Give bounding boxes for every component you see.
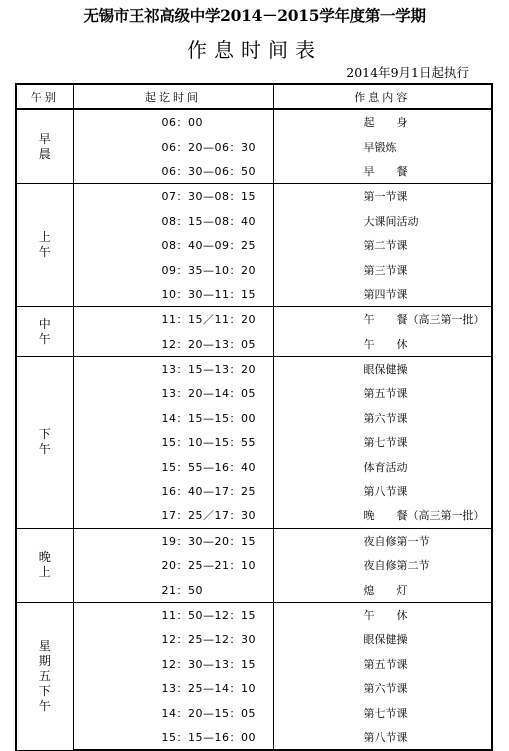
header-period: 午别 xyxy=(16,84,73,109)
table-row xyxy=(16,602,492,627)
period-cell xyxy=(16,356,73,528)
table-row xyxy=(16,209,492,233)
table-row xyxy=(16,528,492,553)
period-label: 中午 xyxy=(38,316,51,346)
table-row xyxy=(16,381,492,405)
schedule-body xyxy=(16,109,492,750)
table-row xyxy=(16,725,492,750)
activity-cell: 第四节课 xyxy=(273,282,492,307)
time-cell: 13：15—13：20 xyxy=(73,356,273,381)
period-cell xyxy=(16,602,73,750)
period-label: 晚上 xyxy=(38,550,51,580)
table-row xyxy=(16,109,492,134)
table-row xyxy=(16,134,492,158)
activity-cell: 夜自修第一节 xyxy=(273,528,492,553)
header-activity: 作息内容 xyxy=(273,84,492,109)
activity-cell: 大课间活动 xyxy=(273,209,492,233)
period-label: 早晨 xyxy=(38,131,51,161)
schedule-heading: 作息时间表 xyxy=(187,38,322,62)
time-cell: 13：20—14：05 xyxy=(73,381,273,405)
table-row xyxy=(16,627,492,651)
schedule-table xyxy=(15,83,493,751)
table-row xyxy=(16,676,492,700)
table-row xyxy=(16,332,492,357)
activity-cell: 第六节课 xyxy=(273,406,492,430)
activity-cell: 第三节课 xyxy=(273,257,492,281)
activity-cell: 夜自修第二节 xyxy=(273,553,492,577)
time-cell: 12：20—13：05 xyxy=(73,332,273,357)
activity-cell: 眼保健操 xyxy=(273,356,492,381)
table-row xyxy=(16,700,492,724)
table-row xyxy=(16,454,492,478)
activity-cell: 第八节课 xyxy=(273,479,492,503)
table-row xyxy=(16,503,492,528)
time-cell: 06：00 xyxy=(73,109,273,134)
table-row xyxy=(16,257,492,281)
table-row xyxy=(16,159,492,184)
document-title: 无锡市王祁高级中学2014－2015学年度第一学期 xyxy=(83,6,426,25)
period-cell xyxy=(16,184,73,307)
period-label: 星期五下午 xyxy=(38,638,51,713)
table-row xyxy=(16,553,492,577)
table-row xyxy=(16,479,492,503)
period-cell xyxy=(16,109,73,184)
period-cell xyxy=(16,528,73,602)
activity-cell: 午 休 xyxy=(273,602,492,627)
time-cell: 19：30—20：15 xyxy=(73,528,273,553)
table-row xyxy=(16,233,492,257)
activity-cell: 第五节课 xyxy=(273,652,492,676)
activity-cell: 第八节课 xyxy=(273,725,492,750)
time-cell: 08：15—08：40 xyxy=(73,209,273,233)
activity-cell: 第六节课 xyxy=(273,676,492,700)
table-row xyxy=(16,184,492,209)
period-label: 下午 xyxy=(38,427,51,457)
header-time: 起讫时间 xyxy=(73,84,273,109)
time-cell: 10：30—11：15 xyxy=(73,282,273,307)
time-cell: 06：30—06：50 xyxy=(73,159,273,184)
time-cell: 13：25—14：10 xyxy=(73,676,273,700)
activity-cell: 午 餐（高三第一批） xyxy=(273,307,492,332)
time-cell: 11：50—12：15 xyxy=(73,602,273,627)
table-row xyxy=(16,430,492,454)
time-cell: 15：15—16：00 xyxy=(73,725,273,750)
time-cell: 15：10—15：55 xyxy=(73,430,273,454)
time-cell: 14：15—15：00 xyxy=(73,406,273,430)
activity-cell: 第五节课 xyxy=(273,381,492,405)
activity-cell: 午 休 xyxy=(273,332,492,357)
time-cell: 14：20—15：05 xyxy=(73,700,273,724)
table-row xyxy=(16,356,492,381)
time-cell: 11：15／11：20 xyxy=(73,307,273,332)
effective-date: 2014年9月1日起执行 xyxy=(346,65,469,80)
table-row xyxy=(16,577,492,602)
time-cell: 16：40—17：25 xyxy=(73,479,273,503)
time-cell: 06：20—06：30 xyxy=(73,134,273,158)
activity-cell: 早 餐 xyxy=(273,159,492,184)
time-cell: 12：30—13：15 xyxy=(73,652,273,676)
time-cell: 12：25—12：30 xyxy=(73,627,273,651)
time-cell: 15：55—16：40 xyxy=(73,454,273,478)
table-row xyxy=(16,652,492,676)
time-cell: 17：25／17：30 xyxy=(73,503,273,528)
activity-cell: 体育活动 xyxy=(273,454,492,478)
table-header-row xyxy=(16,84,492,109)
activity-cell: 熄 灯 xyxy=(273,577,492,602)
time-cell: 07：30—08：15 xyxy=(73,184,273,209)
activity-cell: 早锻炼 xyxy=(273,134,492,158)
activity-cell: 第二节课 xyxy=(273,233,492,257)
activity-cell: 眼保健操 xyxy=(273,627,492,651)
table-row xyxy=(16,282,492,307)
period-cell xyxy=(16,307,73,357)
activity-cell: 第一节课 xyxy=(273,184,492,209)
period-label: 上午 xyxy=(38,230,51,260)
table-row xyxy=(16,406,492,430)
activity-cell: 第七节课 xyxy=(273,430,492,454)
time-cell: 08：40—09：25 xyxy=(73,233,273,257)
time-cell: 20：25—21：10 xyxy=(73,553,273,577)
time-cell: 09：35—10：20 xyxy=(73,257,273,281)
time-cell: 21：50 xyxy=(73,577,273,602)
activity-cell: 第七节课 xyxy=(273,700,492,724)
activity-cell: 起 身 xyxy=(273,109,492,134)
activity-cell: 晚 餐（高三第一批） xyxy=(273,503,492,528)
table-row xyxy=(16,307,492,332)
